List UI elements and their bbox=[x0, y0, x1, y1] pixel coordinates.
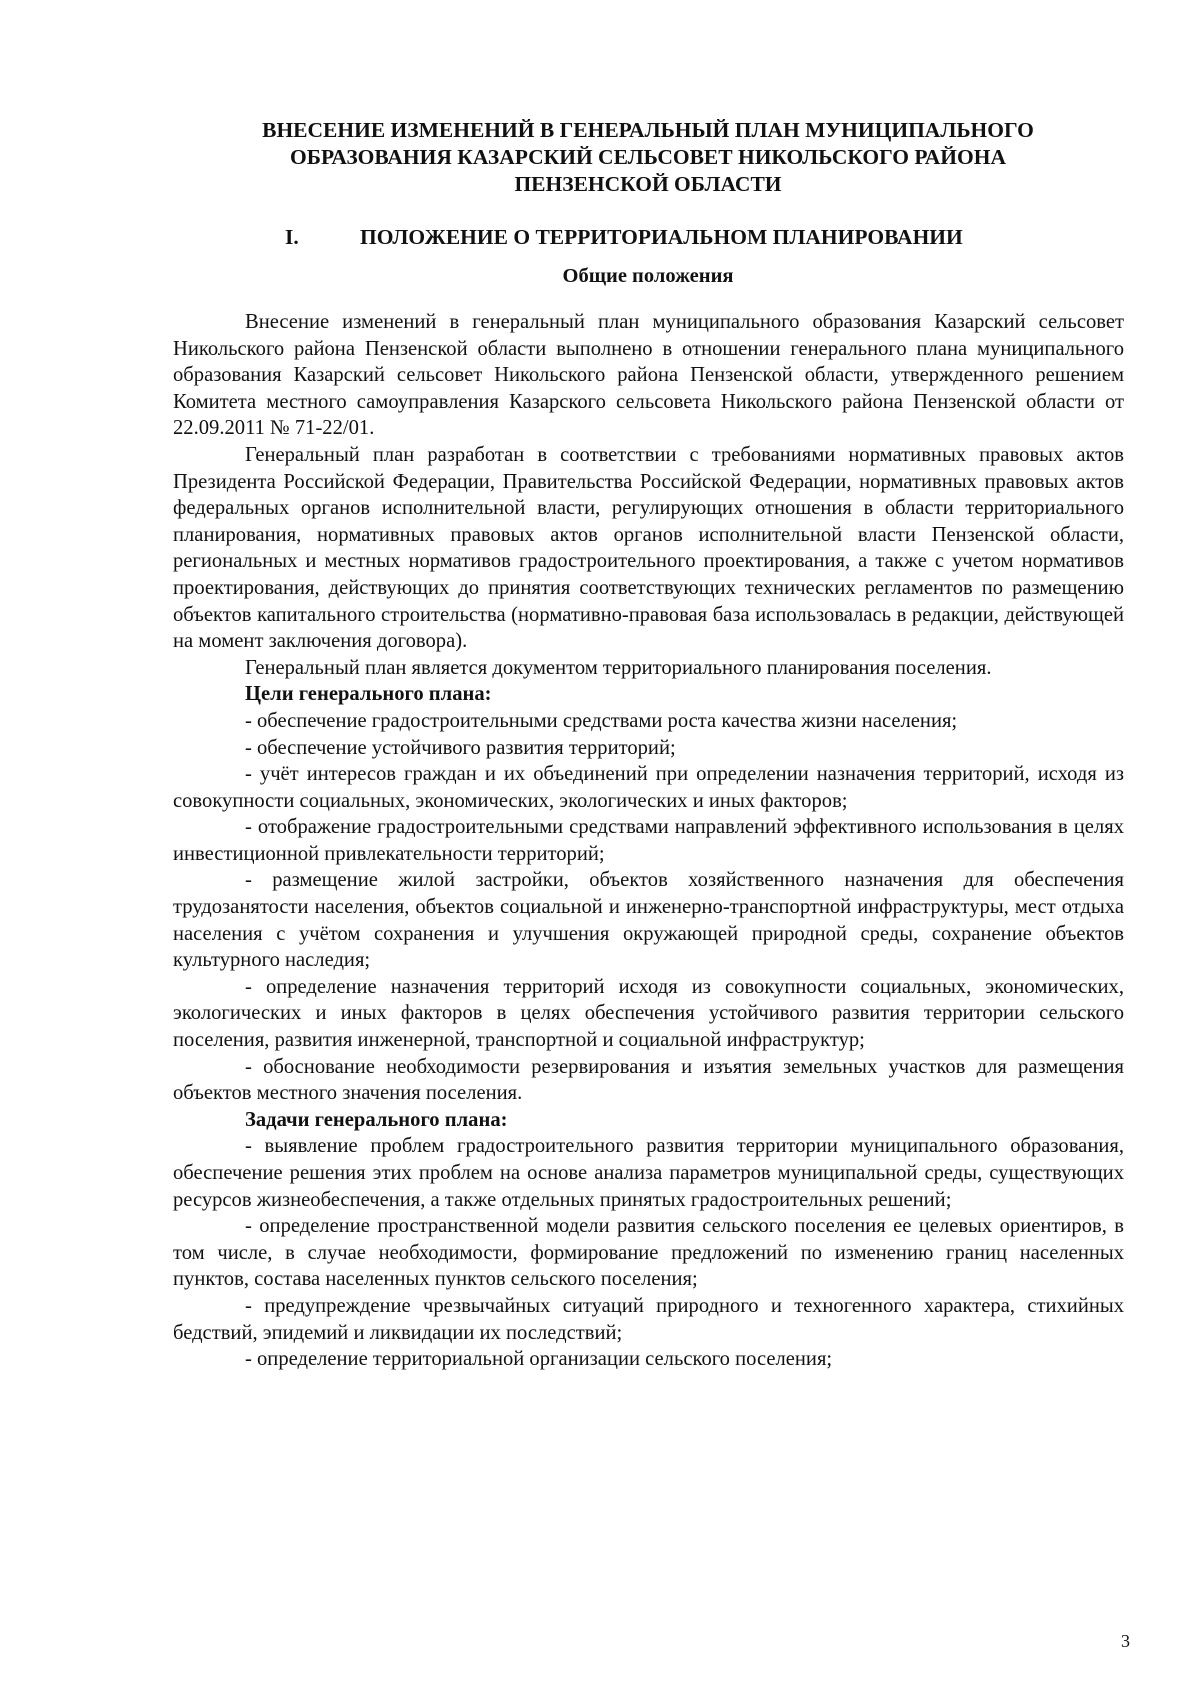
tasks-heading: Задачи генерального плана: bbox=[245, 1108, 508, 1131]
body-text bbox=[173, 309, 1124, 1373]
section-heading bbox=[170, 222, 1126, 252]
list-item: - предупреждение чрезвычайных ситуаций природного и техногенного характера, стихийных бедствий, эпидемий и ликвидации их последствий; bbox=[173, 1294, 1124, 1344]
paragraph: Генеральный план разработан в соответствии с требованиями нормативных правовых актов Президента Российской Федерации, Правительства Российской Федерации, нормативных правовых актов федеральных органов исполнительной власти, регулирующих отношения в области территориального планирования, нормативных правовых актов органов исполнительной власти Пензенской области, региональных и местных нормативов градостроительного проектирования, а также с учетом нормативов проектирования, действующих до принятия соответствующих технических регламентов по размещению объектов капитального строительства (нормативно-правовая база использовалась в редакции, действующей на момент заключения договора). bbox=[173, 443, 1124, 653]
document-title-line: ОБРАЗОВАНИЯ КАЗАРСКИЙ СЕЛЬСОВЕТ НИКОЛЬСКОГО РАЙОНА bbox=[290, 145, 1006, 169]
section-title: ПОЛОЖЕНИЕ О ТЕРРИТОРИАЛЬНОМ ПЛАНИРОВАНИИ bbox=[360, 225, 963, 249]
list-item: - обоснование необходимости резервирования и изъятия земельных участков для размещения объектов местного значения поселения. bbox=[173, 1055, 1124, 1105]
list-item: - определение пространственной модели развития сельского поселения ее целевых ориентиров, в том числе, в случае необходимости, формирование предложений по изменению границ населенных пунктов, состава населенных пунктов сельского поселения; bbox=[173, 1215, 1124, 1291]
list-item: - определение назначения территорий исходя из совокупности социальных, экономических, экологических и иных факторов в целях обеспечения устойчивого развития территории сельского поселения, развития инженерной, транспортной и социальной инфраструктур; bbox=[173, 975, 1124, 1052]
list-item: - размещение жилой застройки, объектов хозяйственного назначения для обеспечения трудозанятости населения, объектов социальной и инженерно-транспортной инфраструктуры, мест отдыха населения с учётом сохранения и улучшения окружающей природной среды, сохранение объектов культурного наследия; bbox=[173, 869, 1124, 972]
list-item: - обеспечение устойчивого развития территорий; bbox=[245, 736, 676, 759]
goals-heading: Цели генерального плана: bbox=[245, 683, 492, 706]
paragraph: Внесение изменений в генеральный план муниципального образования Казарский сельсовет Никольского района Пензенской области выполнено в отношении генерального плана муниципального образования Казарский сельсовет Никольского района Пензенской области, утвержденного решением Комитета местного самоуправления Казарского сельсовета Никольского района Пензенской области от 22.09.2011 № 71-22/01. bbox=[173, 311, 1124, 440]
page-number: 3 bbox=[1121, 1631, 1130, 1651]
list-item: - выявление проблем градостроительного развития территории муниципального образования, обеспечение решения этих проблем на основе анализа параметров муниципальной среды, существующих ресурсов жизнеобеспечения, а также отдельных принятых градостроительных решений; bbox=[173, 1135, 1124, 1211]
section-number: I. bbox=[285, 225, 299, 249]
paragraph: Генеральный план является документом территориального планирования поселения. bbox=[245, 656, 992, 679]
subheading: Общие положения bbox=[562, 265, 734, 287]
document-title-line: ПЕНЗЕНСКОЙ ОБЛАСТИ bbox=[514, 172, 782, 196]
document-title-line: ВНЕСЕНИЕ ИЗМЕНЕНИЙ В ГЕНЕРАЛЬНЫЙ ПЛАН МУНИЦИПАЛЬНОГО bbox=[262, 118, 1034, 142]
list-item: - обеспечение градостроительными средствами роста качества жизни населения; bbox=[245, 709, 958, 732]
list-item: - отображение градостроительными средствами направлений эффективного использования в целях инвестиционной привлекательности территорий; bbox=[173, 816, 1124, 865]
document-title bbox=[170, 117, 1126, 198]
list-item: - учёт интересов граждан и их объединений при определении назначения территорий, исходя из совокупности социальных, экономических, экологических и иных факторов; bbox=[173, 763, 1124, 812]
list-item: - определение территориальной организации сельского поселения; bbox=[245, 1348, 833, 1371]
